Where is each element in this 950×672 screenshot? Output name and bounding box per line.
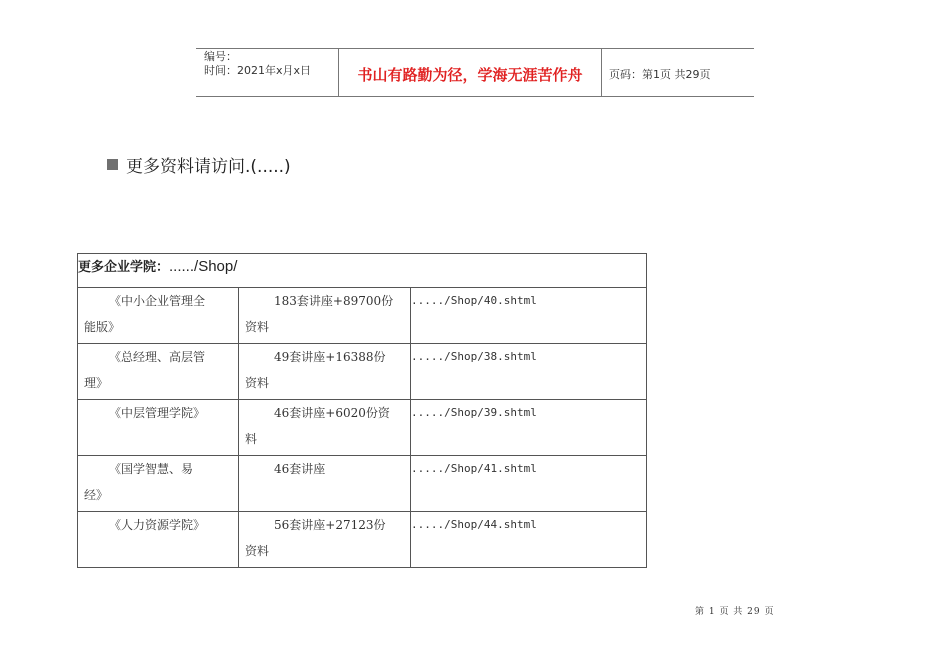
table-row [78, 288, 647, 344]
course-count-cont: 资料 [245, 544, 270, 558]
more-info-line [107, 152, 291, 177]
course-link[interactable]: ...../Shop/41.shtml [411, 456, 647, 512]
course-count: 56套讲座+27123份 [274, 518, 386, 532]
table-header-label: 更多企业学院： [78, 260, 170, 275]
table-header-url[interactable]: ....../Shop/ [169, 258, 238, 275]
course-name: 《总经理、高层管 [109, 350, 206, 364]
course-count-cell [239, 456, 411, 512]
time-label: 时间：2021年x月x日 [204, 64, 312, 77]
course-name-cell [78, 344, 239, 400]
course-name-cont: 经》 [84, 488, 109, 502]
course-link[interactable]: ...../Shop/39.shtml [411, 400, 647, 456]
table-row [78, 344, 647, 400]
table-row [78, 512, 647, 568]
course-name-cell [78, 288, 239, 344]
bullet-square-icon [107, 159, 118, 170]
header-motto: 书山有路勤为径，学海无涯苦作舟 [357, 66, 583, 84]
course-link[interactable]: ...../Shop/44.shtml [411, 512, 647, 568]
course-name-cell [78, 512, 239, 568]
table-header-cell [78, 254, 647, 288]
course-count-cell [239, 512, 411, 568]
course-name: 《中小企业管理全 [109, 294, 206, 308]
header-top-rule [196, 48, 754, 49]
header-divider [601, 48, 602, 96]
course-count-cont: 资料 [245, 376, 270, 390]
course-count: 46套讲座+6020份资 [274, 406, 390, 420]
course-count-cont: 料 [245, 432, 258, 446]
header-bottom-rule [196, 96, 754, 97]
table-row [78, 456, 647, 512]
course-name-cont: 理》 [84, 376, 109, 390]
header-meta [204, 50, 311, 78]
resource-table [77, 253, 647, 568]
course-count-cont: 资料 [245, 320, 270, 334]
course-name: 《中层管理学院》 [109, 406, 206, 420]
course-link[interactable]: ...../Shop/40.shtml [411, 288, 647, 344]
course-count-cell [239, 288, 411, 344]
course-name-cell [78, 456, 239, 512]
header-page-code: 页码：第1页 共29页 [609, 68, 711, 81]
table-header-row [78, 254, 647, 288]
course-count-cell [239, 344, 411, 400]
number-label: 编号： [204, 50, 237, 63]
table-row [78, 400, 647, 456]
course-count-cell [239, 400, 411, 456]
course-name: 《人力资源学院》 [109, 518, 206, 532]
course-link[interactable]: ...../Shop/38.shtml [411, 344, 647, 400]
course-count: 46套讲座 [274, 462, 326, 476]
course-count: 183套讲座+89700份 [274, 294, 394, 308]
course-name: 《国学智慧、易 [109, 462, 194, 476]
page-footer: 第 1 页 共 29 页 [695, 607, 775, 617]
course-name-cont: 能版》 [84, 320, 121, 334]
course-count: 49套讲座+16388份 [274, 350, 386, 364]
course-name-cell [78, 400, 239, 456]
more-info-text[interactable]: 更多资料请访问.(.....) [126, 157, 291, 177]
